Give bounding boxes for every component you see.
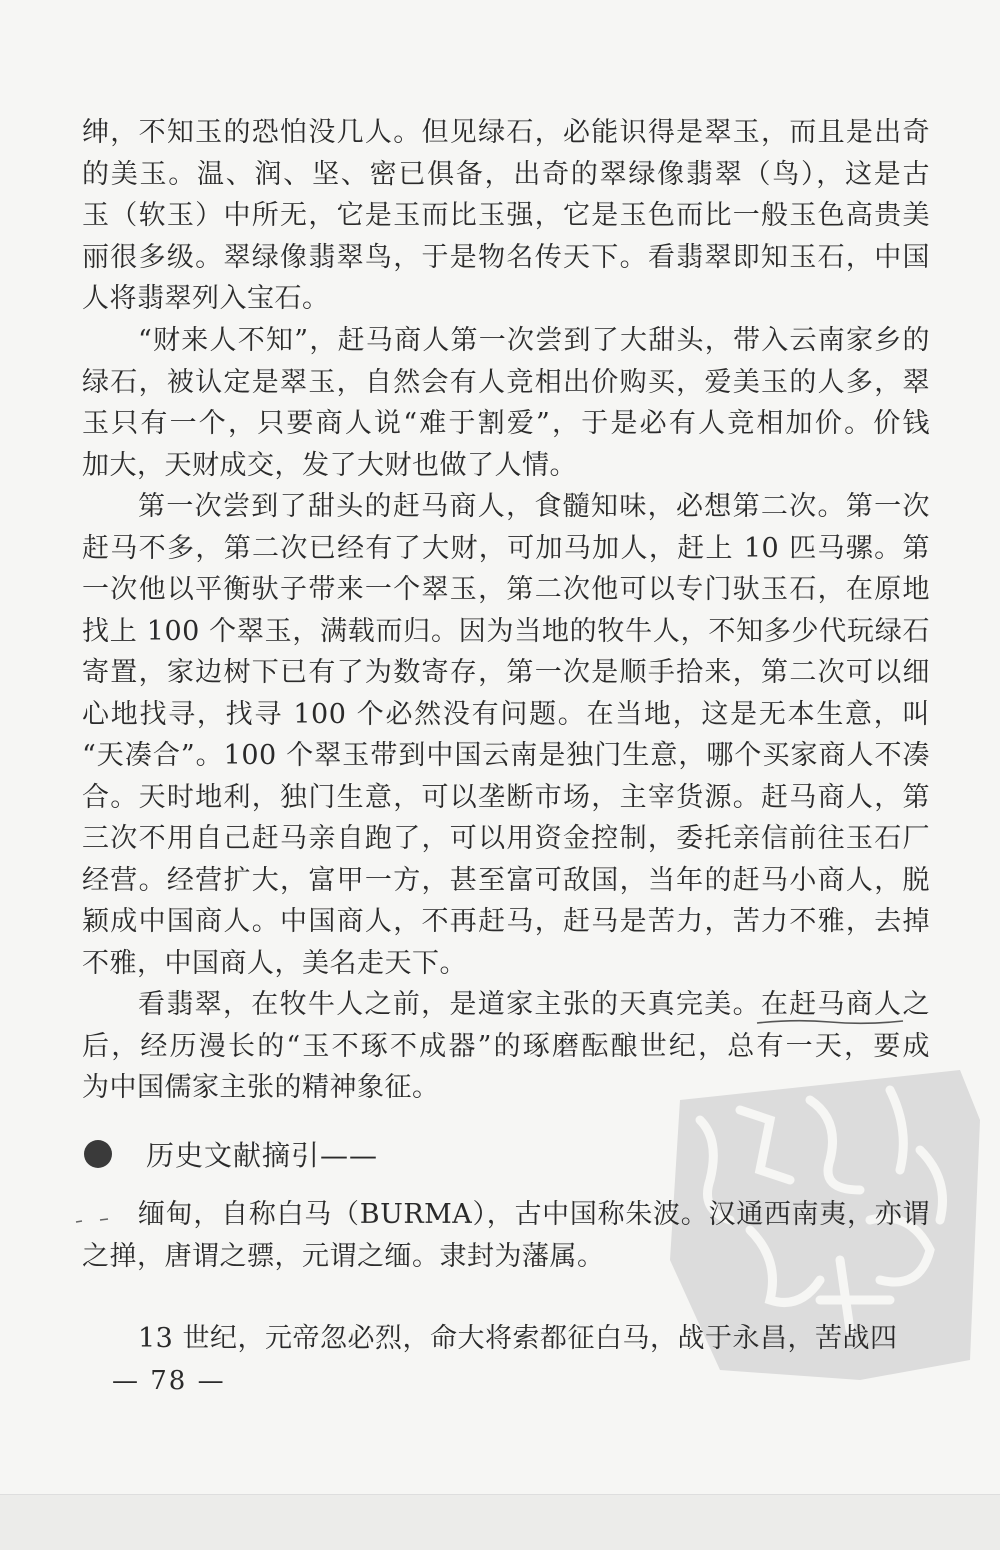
- text-line: 绿石，被认定是翠玉，自然会有人竞相出价购买，爱美玉的人多，翠: [82, 366, 930, 398]
- pen-underline-mark: [755, 1016, 905, 1030]
- text-line: 后，经历漫长的“玉不琢不成器”的琢磨酝酿世纪，总有一天，要成: [82, 1030, 930, 1062]
- paragraph-2: [82, 320, 930, 486]
- text-line: 找上 100 个翠玉，满载而归。因为当地的牧牛人，不知多少代玩绿石: [82, 615, 930, 647]
- text-line: 不雅，中国商人，美名走天下。: [82, 947, 467, 979]
- text-line: 寄置，家边树下已有了为数寄存，第一次是顺手拾来，第二次可以细: [82, 657, 930, 688]
- text-line: 第一次尝到了甜头的赶马商人，食髓知味，必想第二次。第一次: [138, 491, 930, 522]
- text-line: 玉（软玉）中所无，它是玉而比玉强，它是玉色而比一般玉色高贵美: [82, 200, 930, 231]
- paragraph-3: [82, 486, 930, 984]
- text-line: 颖成中国商人。中国商人，不再赶马，赶马是苦力，苦力不雅，去掉: [82, 906, 930, 937]
- paragraph-5: [82, 1194, 930, 1277]
- text-line: 为中国儒家主张的精神象征。: [82, 1072, 440, 1103]
- scan-bottom-margin: [0, 1494, 1000, 1550]
- text-line: 赶马不多，第二次已经有了大财，可加马加人，赶上 10 匹马骡。第: [82, 532, 930, 564]
- section-heading-text: 历史文献摘引——: [146, 1139, 379, 1172]
- text-line: 经营。经营扩大，富甲一方，甚至富可敌国，当年的赶马小商人，脱: [82, 864, 930, 896]
- text-line: “财来人不知”，赶马商人第一次尝到了大甜头，带入云南家乡的: [138, 325, 930, 356]
- page-number: — 78 —: [112, 1366, 226, 1396]
- text-line: 13 世纪，元帝忽必烈，命大将索都征白马，战于永昌，苦战四: [138, 1323, 898, 1354]
- text-line: 之掸，唐谓之骠，元谓之缅。隶封为藩属。: [82, 1240, 605, 1272]
- text-line: 看翡翠，在牧牛人之前，是道家主张的天真完美。在赶马商人之: [138, 989, 930, 1020]
- text-line: 三次不用自己赶马亲自跑了，可以用资金控制，委托亲信前往玉石厂: [82, 823, 930, 854]
- text-line: “天凑合”。100 个翠玉带到中国云南是独门生意，哪个买家商人不凑: [82, 740, 930, 771]
- ink-speck-mark: [74, 1214, 114, 1226]
- text-line: 缅甸，自称白马（BURMA），古中国称朱波。汉通西南夷，亦谓: [138, 1199, 930, 1230]
- text-line: 一次他以平衡驮子带来一个翠玉，第二次他可以专门驮玉石，在原地: [82, 574, 930, 605]
- text-line: 合。天时地利，独门生意，可以垄断市场，主宰货源。赶马商人，第: [82, 781, 930, 813]
- bullet-icon: [84, 1140, 112, 1168]
- text-line: 心地找寻，找寻 100 个必然没有问题。在当地，这是无本生意，叫: [82, 698, 930, 730]
- text-line: 加大，天财成交，发了大财也做了人情。: [82, 449, 577, 481]
- paragraph-1: [82, 112, 930, 320]
- text-line: 的美玉。温、润、坚、密已俱备，出奇的翠绿像翡翠（鸟），这是古: [82, 158, 930, 190]
- text-line: 玉只有一个，只要商人说“难于割爱”，于是必有人竞相加价。价钱: [82, 408, 930, 439]
- text-line: 人将翡翠列入宝石。: [82, 283, 330, 314]
- text-line: 丽很多级。翠绿像翡翠鸟，于是物名传天下。看翡翠即知玉石，中国: [82, 241, 930, 273]
- paragraph-6: [82, 1318, 930, 1360]
- text-line: 绅，不知玉的恐怕没几人。但见绿石，必能识得是翠玉，而且是出奇: [82, 117, 930, 148]
- section-heading: [84, 1132, 378, 1176]
